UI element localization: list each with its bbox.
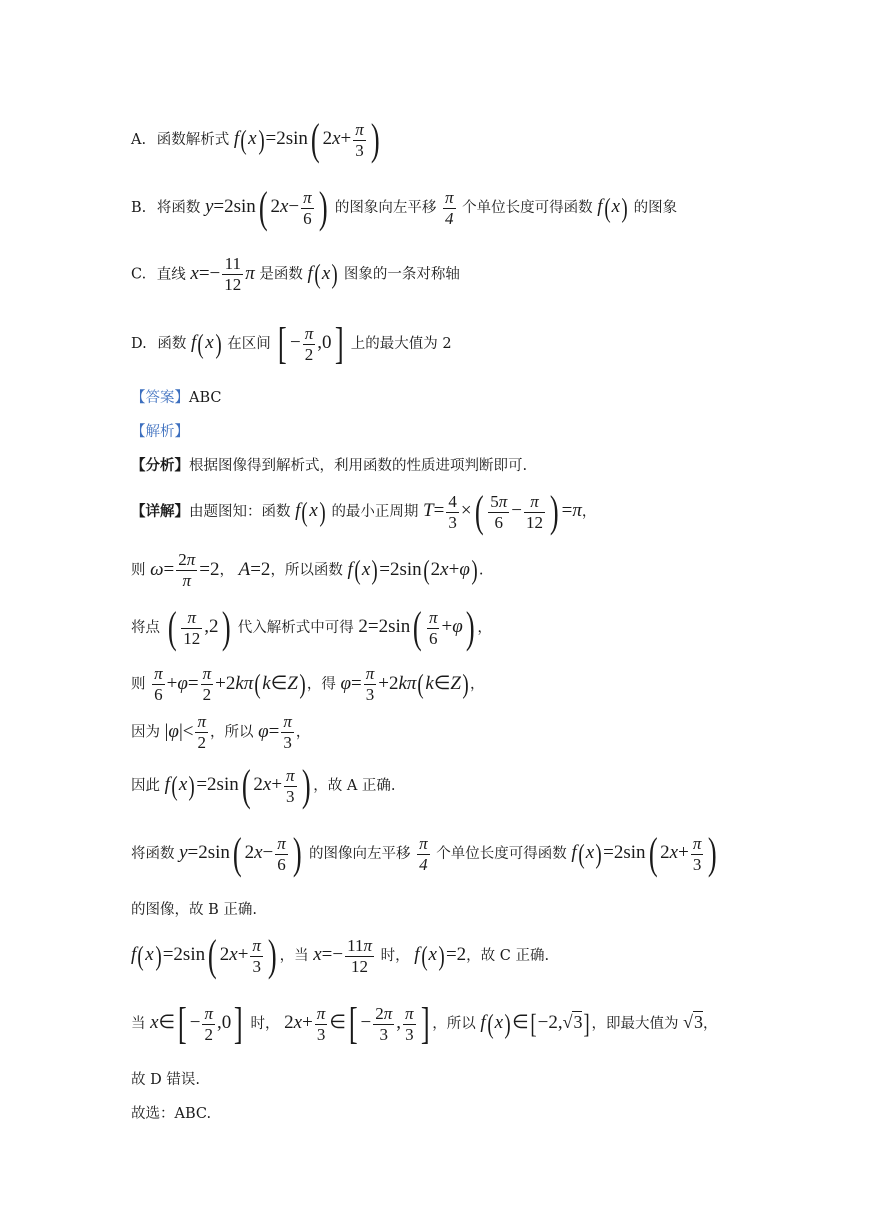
detail-line-7 [131,829,720,878]
detail-line-9 [131,931,550,980]
detail-l2-sep2: ，所以函数 [270,562,343,579]
option-c-text1: 直线 [156,266,186,283]
detail-l3-point: ( $\frac{\pi}{12}$ ,2) [167,603,231,652]
detail-l10-end: ， [702,1016,718,1032]
detail-l9-formula2: x=− $\frac{11\pi}{12}$ [313,935,372,976]
option-b-shift: $\frac{\pi}{4}$ [445,187,454,228]
option-b-formula1: y=2sin( 2x− $\frac{\pi}{6}$ ) [204,183,328,232]
analysis-line [131,420,189,441]
detail-l6-formula: f(x)=2sin( 2x+ $\frac{\pi}{3}$ ) [164,761,311,810]
detail-l4-formula1: $\frac{\pi}{6}$ +φ= $\frac{\pi}{2}$ +2kπ(k∈Z) [154,664,306,704]
detail-l5-text1: 因为 [131,724,160,741]
detail-l6-text1: 因此 [131,778,160,794]
detail-l5-end: ， [295,724,311,741]
option-c-fx: f(x) [307,259,338,289]
detail-l9-text3: ，故 C 正确. [466,948,550,964]
detail-l3-formula: 2=2sin( $\frac{\pi}{6}$ +φ) [358,603,475,652]
detail-l4-text2: ，得 [306,676,336,693]
answer-value: ABC [189,390,222,406]
detail-l4-formula2: φ= $\frac{\pi}{3}$ +2kπ(k∈Z) [340,664,469,704]
option-c-text2: 是函数 [259,266,303,283]
detail-l2-omega: ω= $\frac{2\pi}{\pi}$ =2 [150,550,220,590]
detail-l9-text2: 时， [380,948,410,964]
option-b-text1: 将函数 [156,200,201,216]
detail-l1-fx: f(x) [295,496,326,527]
option-d-interval: [ − $\frac{\pi}{2}$ ,0] [278,319,344,368]
detail-l1-formula: T= $\frac{4}{3}$ ×( $\frac{5\pi}{6}$ − $\frac{\pi}{12}$ ) =π [423,487,582,536]
fenxi-label: 【分析】 [131,457,189,474]
detail-l2-sep1: ， [219,562,234,579]
detail-l4-text1: 则 [131,676,146,693]
detail-l10-text1: 当 [131,1016,146,1032]
detail-l6-text2: ，故 A 正确. [313,778,396,794]
option-b-text3: 个单位长度可得函数 [462,200,593,216]
detail-line-2 [131,550,483,591]
detail-l3-text2: 代入解析式中可得 [237,620,354,636]
option-b-text4: 的图象 [633,200,678,216]
detail-line-8 [131,898,257,919]
detail-line-10 [131,999,718,1048]
detail-line-12 [131,1102,211,1123]
detail-l4-end: ， [470,676,485,693]
option-c-label: C. [131,266,147,283]
detail-l1-text1: 由题图知：函数 [189,504,291,520]
fenxi-text: 根据图像得到解析式，利用函数的性质进项判断即可. [189,458,528,474]
option-d-text2: 在区间 [227,336,271,352]
option-a-text: 函数解析式 [156,132,230,148]
detail-l7-text2: 的图像向左平移 [309,846,411,862]
detail-l7-formula2: f(x)=2sin( 2x+ $\frac{\pi}{3}$ ) [571,829,718,878]
detail-label: 【详解】 [131,503,189,520]
option-d-label: D. [131,336,147,352]
option-b-label: B. [131,200,147,216]
detail-l10-formula2: 2x+ $\frac{\pi}{3}$ ∈[ − $\frac{2\pi}{3}$ , $\frac{\pi}{3}$ ] [284,999,430,1048]
option-d-fx: f(x) [190,328,222,359]
fenxi-line [131,454,527,475]
option-a-label: A. [131,132,147,148]
detail-l1-end: ， [581,504,597,520]
option-c-formula: x=− $\frac{11}{12}$ π [190,254,255,294]
detail-l10-text3: ，所以 [432,1016,476,1032]
option-a [131,115,382,164]
detail-l7-text3: 个单位长度可得函数 [436,846,567,862]
detail-l3-end: ， [477,620,492,636]
detail-l7-text1: 将函数 [131,846,175,862]
detail-l2-end: . [478,562,484,579]
detail-l9-text1: ，当 [279,948,309,964]
detail-line-5 [131,712,310,753]
detail-l7-formula1: y=2sin( 2x− $\frac{\pi}{6}$ ) [179,829,302,878]
answer-label: 【答案】 [131,390,189,406]
detail-l3-text1: 将点 [131,620,160,636]
detail-l10-text2: 时， [250,1016,280,1032]
detail-l11-text: 故 D 错误. [131,1072,200,1088]
detail-l10-text4: ，即最大值为 [591,1016,679,1032]
detail-l12-text: 故选：ABC. [131,1106,212,1122]
option-b-text2: 的图象向左平移 [334,200,437,216]
option-d-text1: 函数 [157,336,187,352]
detail-l1-text2: 的最小正周期 [331,504,419,520]
detail-l10-sqrt3: √3 [683,1012,703,1032]
option-b-formula2: f(x) [597,192,628,223]
detail-l7-shift: $\frac{\pi}{4}$ [419,833,428,874]
detail-l8-text: 的图像，故 B 正确. [131,902,257,918]
option-b [131,183,678,232]
detail-l5-formula2: φ= $\frac{\pi}{3}$ [258,712,292,752]
option-a-formula: f(x)=2sin( 2x+ $\frac{\pi}{3}$ ) [233,115,380,164]
option-c [131,254,460,295]
detail-l2-a: A=2 [238,558,271,580]
option-d [131,319,452,368]
option-c-text3: 图象的一条对称轴 [343,266,460,283]
detail-line-3 [131,603,492,652]
detail-l2-text1: 则 [131,562,146,579]
detail-line-6 [131,761,396,810]
detail-l2-formula: f(x)=2sin(2x+φ) [347,555,478,585]
detail-l10-formula3: f(x)∈[−2,√3] [480,1008,591,1039]
detail-l5-text2: ，所以 [210,724,254,741]
analysis-label: 【解析】 [131,424,189,440]
detail-l10-formula1: x∈[ − $\frac{\pi}{2}$ ,0] [150,999,243,1048]
detail-line-11 [131,1068,200,1089]
detail-line-1 [131,487,597,536]
option-d-text3: 上的最大值为 2 [350,336,452,352]
detail-l9-formula1: f(x)=2sin( 2x+ $\frac{\pi}{3}$ ) [131,931,277,980]
detail-line-4 [131,664,485,705]
detail-l5-formula1: |φ|< $\frac{\pi}{2}$ [164,712,206,752]
detail-l9-formula3: f(x)=2 [414,940,467,971]
answer-line [131,386,222,407]
